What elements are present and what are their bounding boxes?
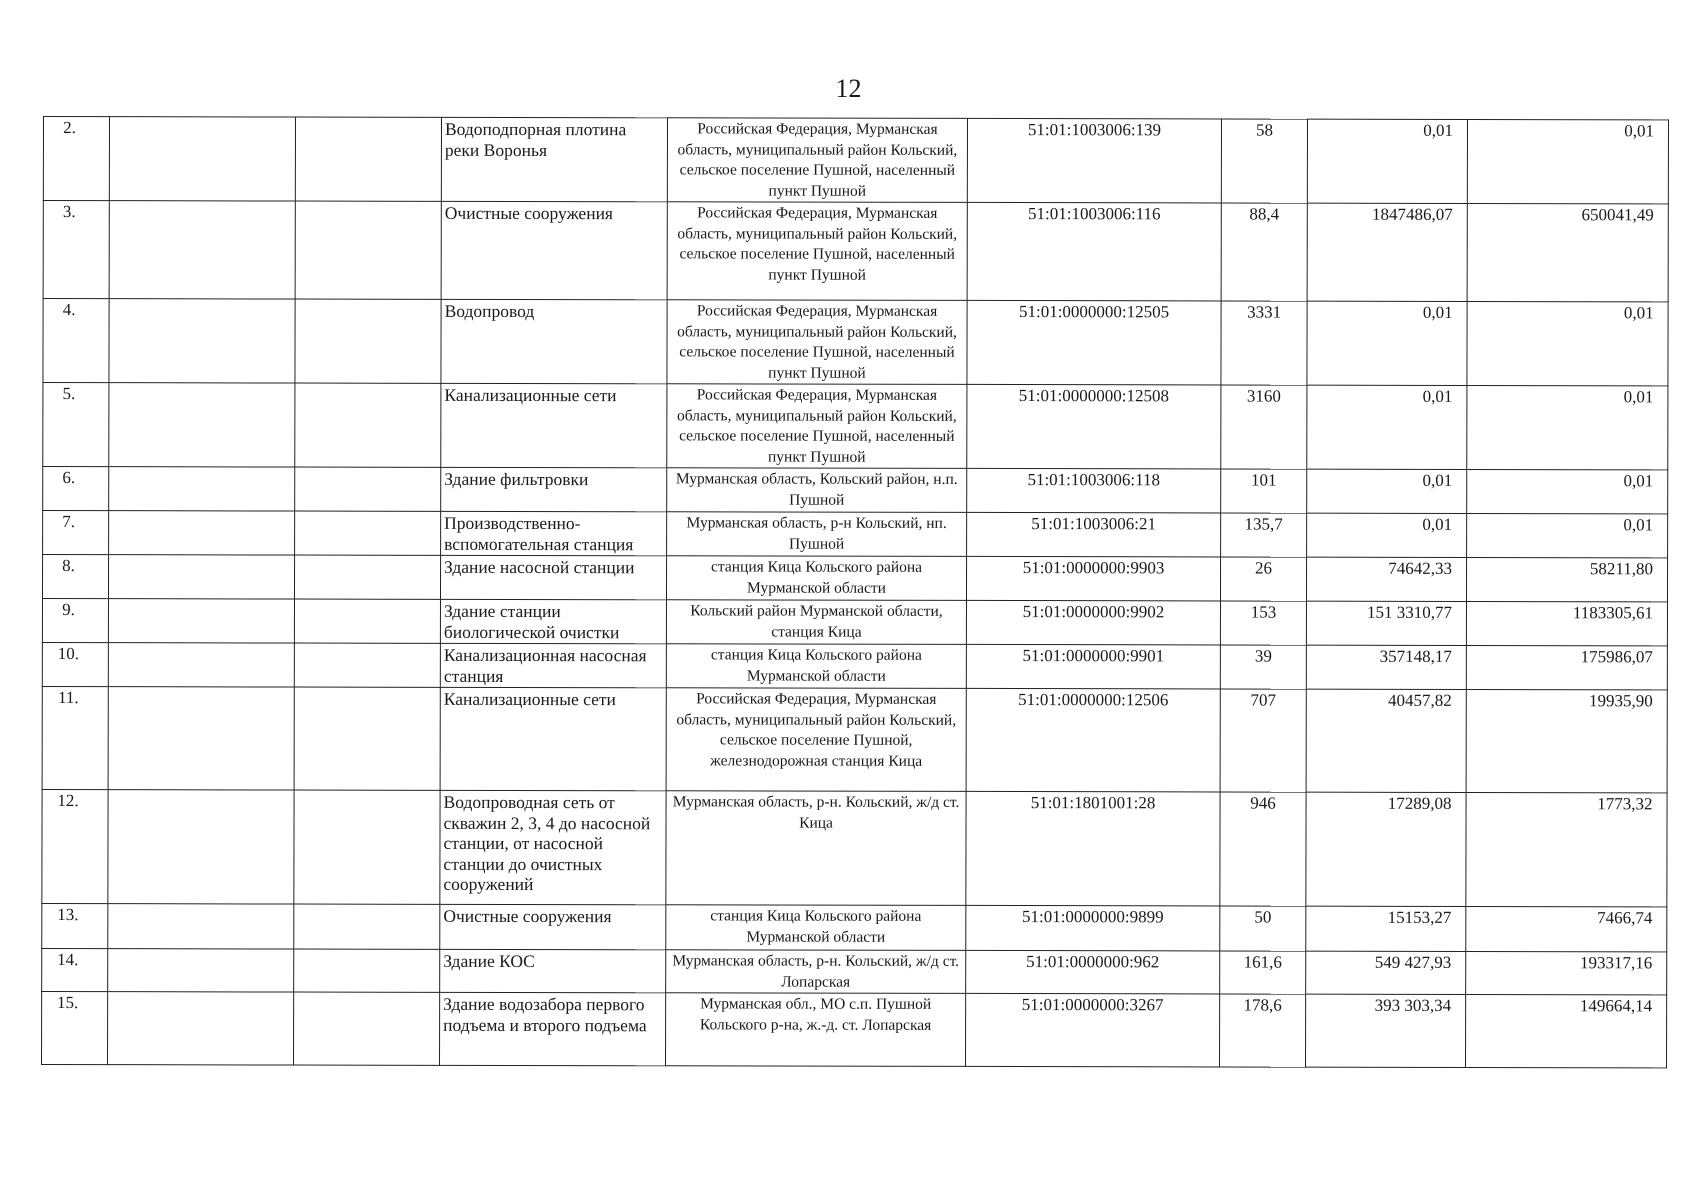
book-value: 0,01 <box>1307 301 1467 385</box>
row-number: 15. <box>42 991 108 1064</box>
cadastral-number: 51:01:0000000:9902 <box>966 600 1220 645</box>
empty-cell <box>294 904 440 949</box>
book-value: 40457,82 <box>1306 689 1466 792</box>
book-value: 151 3310,77 <box>1306 601 1466 645</box>
table-row <box>43 117 1668 204</box>
empty-cell <box>109 201 295 299</box>
cadastral-number: 51:01:0000000:9903 <box>966 556 1220 601</box>
object-area: 39 <box>1220 645 1306 689</box>
object-area: 88,4 <box>1221 203 1307 301</box>
object-address: Мурманская область, р-н. Кольский, ж/д ст. Лопарская <box>666 950 966 994</box>
object-name: Водопроводная сеть от скважин 2, 3, 4 до насосной станции, от насосной станции до очистных сооружений <box>440 790 666 904</box>
row-number: 12. <box>42 789 108 903</box>
object-address: станция Кица Кольского района Мурманской области <box>666 556 966 601</box>
book-value: 0,01 <box>1307 385 1467 469</box>
book-value: 15153,27 <box>1306 906 1466 951</box>
empty-cell <box>295 201 441 299</box>
table-row <box>43 201 1668 302</box>
object-area: 946 <box>1220 792 1306 906</box>
empty-cell <box>108 555 294 599</box>
empty-cell <box>294 992 440 1065</box>
row-number: 4. <box>43 299 109 383</box>
object-area: 153 <box>1220 601 1306 645</box>
empty-cell <box>109 467 295 511</box>
cadastral-number: 51:01:0000000:12506 <box>966 688 1220 792</box>
table-row <box>43 383 1668 470</box>
residual-value: 650041,49 <box>1467 203 1668 301</box>
empty-cell <box>294 949 440 992</box>
empty-cell <box>295 117 441 201</box>
object-name: Здание водозабора первого подъема и второго подъема <box>440 992 666 1065</box>
object-area: 135,7 <box>1221 513 1307 557</box>
object-name: Здание КОС <box>440 949 666 992</box>
residual-value: 0,01 <box>1467 301 1668 385</box>
object-name: Канализационные сети <box>441 383 667 467</box>
object-name: Водопровод <box>441 299 667 383</box>
row-number: 10. <box>42 642 108 686</box>
object-address: Мурманская область, Кольский район, н.п. Пушной <box>667 468 967 513</box>
object-address: Российская Федерация, Мурманская область, муниципальный район Кольский, сельское поселение Пушной, железнодорожная станция Кица <box>666 688 966 792</box>
table-row <box>43 299 1668 386</box>
book-value: 74642,33 <box>1306 557 1466 601</box>
cadastral-number: 51:01:0000000:9899 <box>966 905 1220 951</box>
row-number: 14. <box>42 948 108 991</box>
table-row <box>42 789 1667 906</box>
table-row <box>43 467 1668 514</box>
residual-value: 175986,07 <box>1466 645 1667 689</box>
empty-cell <box>294 790 440 904</box>
empty-cell <box>294 599 440 643</box>
object-name: Канализационные сети <box>440 687 666 790</box>
row-number: 11. <box>42 686 108 789</box>
residual-value: 19935,90 <box>1466 689 1667 792</box>
object-address: Мурманская область, р-н Кольский, нп. Пушной <box>667 512 967 557</box>
table-row <box>42 642 1667 689</box>
object-area: 3160 <box>1221 385 1307 469</box>
empty-cell <box>108 790 294 904</box>
row-number: 5. <box>43 383 109 467</box>
residual-value: 149664,14 <box>1466 994 1667 1067</box>
row-number: 3. <box>43 201 109 299</box>
cadastral-number: 51:01:0000000:3267 <box>966 993 1220 1067</box>
book-value: 1847486,07 <box>1307 203 1467 301</box>
object-address: станция Кица Кольского района Мурманской области <box>666 644 966 689</box>
residual-value: 0,01 <box>1467 119 1668 203</box>
property-registry-table <box>41 116 1669 1068</box>
row-number: 8. <box>42 555 108 599</box>
empty-cell <box>108 643 294 687</box>
empty-cell <box>295 383 441 467</box>
cadastral-number: 51:01:1003006:139 <box>967 118 1221 203</box>
object-name: Очистные сооружения <box>441 201 667 299</box>
book-value: 17289,08 <box>1306 792 1466 906</box>
cadastral-number: 51:01:1003006:118 <box>967 468 1221 513</box>
object-address: Мурманская обл., МО с.п. Пушной Кольского р-на, ж.-д. ст. Лопарская <box>666 993 966 1067</box>
object-area: 58 <box>1221 119 1307 203</box>
object-name: Здание насосной станции <box>440 555 666 599</box>
object-name: Канализационная насосная станция <box>440 643 666 687</box>
book-value: 393 303,34 <box>1306 994 1466 1067</box>
book-value: 549 427,93 <box>1306 951 1466 994</box>
object-address: Кольский район Мурманской области, станция Кица <box>666 600 966 645</box>
object-area: 101 <box>1221 469 1307 513</box>
residual-value: 0,01 <box>1467 385 1668 469</box>
object-name: Здание станции биологической очистки <box>440 599 666 643</box>
object-area: 707 <box>1220 689 1306 792</box>
residual-value: 7466,74 <box>1466 906 1667 951</box>
empty-cell <box>109 511 295 555</box>
registry-body <box>42 117 1669 1068</box>
table-row <box>42 555 1667 602</box>
empty-cell <box>108 904 294 949</box>
residual-value: 0,01 <box>1467 469 1668 513</box>
object-address: Мурманская область, р-н. Кольский, ж/д ст. Кица <box>666 791 966 906</box>
empty-cell <box>109 299 295 383</box>
empty-cell <box>108 992 294 1065</box>
table-row <box>42 903 1667 951</box>
empty-cell <box>108 949 294 992</box>
empty-cell <box>108 599 294 643</box>
cadastral-number: 51:01:1003006:116 <box>967 202 1221 301</box>
object-name: Очистные сооружения <box>440 904 666 949</box>
empty-cell <box>295 299 441 383</box>
table-row <box>42 991 1667 1067</box>
empty-cell <box>294 687 440 790</box>
empty-cell <box>294 643 440 687</box>
book-value: 0,01 <box>1307 513 1467 557</box>
object-address: Российская Федерация, Мурманская область, муниципальный район Кольский, сельское поселение Пушной, населенный пункт Пушной <box>667 202 967 301</box>
object-name: Водоподпорная плотина реки Воронья <box>441 117 667 201</box>
object-address: Российская Федерация, Мурманская область, муниципальный район Кольский, сельское поселение Пушной, населенный пункт Пушной <box>667 118 967 203</box>
empty-cell <box>108 687 294 790</box>
empty-cell <box>295 467 441 511</box>
object-address: Российская Федерация, Мурманская область, муниципальный район Кольский, сельское поселение Пушной, населенный пункт Пушной <box>667 300 967 385</box>
residual-value: 1773,32 <box>1466 792 1667 906</box>
object-area: 161,6 <box>1220 951 1306 994</box>
object-address: станция Кица Кольского района Мурманской области <box>666 905 966 951</box>
row-number: 9. <box>42 599 108 643</box>
object-name: Здание фильтровки <box>441 467 667 511</box>
cadastral-number: 51:01:1801001:28 <box>966 791 1220 906</box>
object-name: Производственно-вспомогательная станция <box>441 511 667 555</box>
object-area: 50 <box>1220 906 1306 951</box>
table-row <box>43 511 1668 558</box>
table-row <box>42 686 1667 792</box>
empty-cell <box>109 383 295 467</box>
row-number: 7. <box>43 511 109 555</box>
empty-cell <box>295 511 441 555</box>
empty-cell <box>294 555 440 599</box>
cadastral-number: 51:01:0000000:9901 <box>966 644 1220 689</box>
cadastral-number: 51:01:1003006:21 <box>967 512 1221 557</box>
table-row <box>42 599 1667 646</box>
object-area: 26 <box>1220 557 1306 601</box>
row-number: 13. <box>42 903 108 948</box>
residual-value: 0,01 <box>1467 513 1668 557</box>
page-number: 12 <box>835 74 862 103</box>
book-value: 0,01 <box>1307 469 1467 513</box>
book-value: 357148,17 <box>1306 645 1466 689</box>
object-address: Российская Федерация, Мурманская область, муниципальный район Кольский, сельское поселение Пушной, населенный пункт Пушной <box>667 384 967 469</box>
book-value: 0,01 <box>1307 119 1467 203</box>
empty-cell <box>109 117 295 201</box>
residual-value: 58211,80 <box>1466 557 1667 601</box>
object-area: 3331 <box>1221 301 1307 385</box>
residual-value: 1183305,61 <box>1466 601 1667 645</box>
cadastral-number: 51:01:0000000:962 <box>966 950 1220 994</box>
cadastral-number: 51:01:0000000:12505 <box>967 300 1221 385</box>
row-number: 2. <box>43 117 109 201</box>
row-number: 6. <box>43 467 109 511</box>
object-area: 178,6 <box>1220 994 1306 1067</box>
residual-value: 193317,16 <box>1466 951 1667 994</box>
cadastral-number: 51:01:0000000:12508 <box>967 384 1221 469</box>
table-row <box>42 948 1667 994</box>
